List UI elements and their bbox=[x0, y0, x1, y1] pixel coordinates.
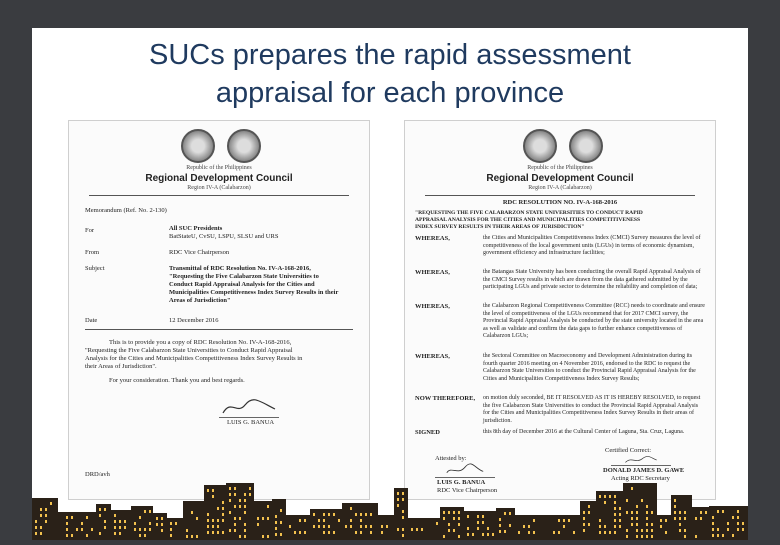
resolution-attested: Attested by: bbox=[435, 455, 467, 462]
resolution-certified: Certified Correct: bbox=[605, 447, 652, 454]
memo-number: Memorandum (Ref. No. 2-130) bbox=[85, 207, 167, 214]
memorandum-document bbox=[68, 120, 370, 500]
memo-body-3: Analysis for the Cities and Municipalities Competitiveness Index Survey Results in bbox=[85, 355, 303, 362]
memo-republic: Republic of the Philippines bbox=[186, 165, 252, 171]
resolution-region: Region IV-A (Calabarzon) bbox=[528, 185, 592, 191]
resolution-heading-1: "REQUESTING THE FIVE CALABARZON STATE UNIVERSITIES TO CONDUCT RAPID bbox=[415, 210, 643, 216]
resolution-whereas-4-text: the Sectoral Committee on Macroeconomy and Development Administration during its fourth quarter 2016 meeting on 4 November 2016, endorsed to the RDC to request the Calabarzon State Universities to conduct the Provincial Rapid Appraisal Analysis for the Cities and Municipalities Competitiveness Index Survey Results; bbox=[483, 353, 696, 382]
memo-subject-4: Municipalities Competitiveness Index Survey Results in their bbox=[169, 289, 339, 296]
memo-subject-2: "Requesting the Five Calabarzon State Universities to bbox=[169, 273, 319, 280]
resolution-secretary-name: DONALD JAMES D. GAWE bbox=[603, 467, 685, 474]
memo-date-label: Date bbox=[85, 317, 98, 324]
memo-signatory: LUIS G. BANUA bbox=[227, 419, 275, 426]
resolution-now-therefore-label: NOW THEREFORE, bbox=[415, 395, 476, 402]
memo-subject-label: Subject bbox=[85, 265, 105, 272]
memo-date-divider bbox=[85, 329, 353, 330]
resolution-document bbox=[404, 120, 716, 500]
memo-signature-icon bbox=[219, 397, 279, 418]
resolution-whereas-3-label: WHEREAS, bbox=[415, 303, 450, 310]
memo-seals bbox=[69, 129, 369, 165]
title-line-2: appraisal for each province bbox=[215, 77, 565, 109]
resolution-divider bbox=[425, 195, 695, 196]
resolution-number: RDC RESOLUTION NO. IV-A-168-2016 bbox=[502, 199, 618, 206]
memo-for-value-2: BatStateU, CvSU, LSPU, SLSU and URS bbox=[169, 233, 279, 240]
resolution-whereas-2-label: WHEREAS, bbox=[415, 269, 450, 276]
resolution-secretary-title: Acting RDC Secretary bbox=[611, 475, 670, 482]
neda-seal-icon bbox=[569, 129, 603, 163]
slide bbox=[32, 28, 748, 540]
memo-subject-3: Conduct Rapid Appraisal Analysis for the Cities and bbox=[169, 281, 315, 288]
resolution-whereas-1-label: WHEREAS, bbox=[415, 235, 450, 242]
memo-subject-1: Transmittal of RDC Resolution No. IV-A-168-2016, bbox=[169, 265, 311, 272]
neda-seal-icon bbox=[227, 129, 261, 163]
memo-subject-5: Areas of Jurisdiction" bbox=[169, 297, 231, 304]
memo-initials: DRD/avh bbox=[85, 471, 110, 478]
resolution-republic: Republic of the Philippines bbox=[527, 165, 593, 171]
resolution-vice-name: LUIS G. BANUA bbox=[437, 479, 486, 486]
city-skyline-icon bbox=[32, 480, 748, 540]
resolution-signed-text: this 8th day of December 2016 at the Cultural Center of Laguna, Sta. Cruz, Laguna. bbox=[483, 429, 685, 435]
memo-from-label: From bbox=[85, 249, 100, 256]
memo-date-value: 12 December 2016 bbox=[169, 317, 219, 324]
resolution-vice-title: RDC Vice Chairperson bbox=[437, 487, 498, 494]
memo-for-value: All SUC Presidents bbox=[169, 225, 223, 232]
memo-divider bbox=[89, 195, 349, 196]
memo-closing: For your consideration. Thank you and best regards. bbox=[109, 377, 245, 384]
resolution-whereas-3-text: the Calabarzon Regional Competitiveness Committee (RCC) needs to coordinate and ensure the level of competitiveness of the LGUs recommend that for 2017 CMCI survey, the Provincial Rapid Appraisal Analysis be conducted by the state university located in the area as well as validate and confirm the data gaps to further enhance competitiveness of Calabarzon LGUs; bbox=[483, 303, 705, 339]
resolution-council: Regional Development Council bbox=[486, 173, 634, 184]
vice-chair-signature-icon bbox=[435, 463, 495, 478]
memo-from-value: RDC Vice Chairperson bbox=[169, 249, 230, 256]
memo-council: Regional Development Council bbox=[145, 173, 293, 184]
philippine-seal-icon bbox=[523, 129, 557, 163]
resolution-signed-label: SIGNED bbox=[415, 429, 440, 436]
secretary-signature-icon bbox=[611, 453, 671, 466]
slide-title bbox=[32, 36, 748, 112]
resolution-seals bbox=[405, 129, 715, 165]
memo-body-1: This is to provide you a copy of RDC Resolution No. IV-A-168-2016, bbox=[109, 339, 292, 346]
resolution-heading-2: APPRAISAL ANALYSIS FOR THE CITIES AND MUNICIPALITIES COMPETITIVENESS bbox=[415, 217, 641, 223]
resolution-whereas-4-label: WHEREAS, bbox=[415, 353, 450, 360]
resolution-now-therefore-text: on motion duly seconded, BE IT RESOLVED AS IT IS HEREBY RESOLVED, to request the five Calabarzon State Universities to conduct the Provincial Rapid Appraisal Analysis for the Cities and Municipalities Competitiveness Index Survey Results in their areas of jurisdiction. bbox=[483, 395, 701, 424]
resolution-whereas-1-text: the Cities and Municipalities Competitiveness Index (CMCI) Survey measures the level of competitiveness of the local government units (LGUs) in terms of economic dynamism, government efficiency and infrastructure facilities; bbox=[483, 235, 701, 256]
title-line-1: SUCs prepares the rapid assessment bbox=[149, 39, 631, 71]
memo-body-2: "Requesting the Five Calabarzon State Universities to Conduct Rapid Appraisal bbox=[85, 347, 293, 354]
resolution-heading-3: INDEX SURVEY RESULTS IN THEIR AREAS OF JURISDICTION" bbox=[415, 224, 585, 230]
memo-body-4: their Areas of Jurisdiction". bbox=[85, 363, 157, 370]
resolution-whereas-2-text: the Batangas State University has been conducting the overall Rapid Appraisal Analysis of the CMCI Survey results in which are drawn from the data gathered submitted by the participating LGUs and private sector to determine the reliability and completion of data; bbox=[483, 269, 701, 290]
memo-for-label: For bbox=[85, 227, 95, 234]
memo-region: Region IV-A (Calabarzon) bbox=[187, 185, 251, 191]
philippine-seal-icon bbox=[181, 129, 215, 163]
city-skyline bbox=[32, 480, 748, 540]
